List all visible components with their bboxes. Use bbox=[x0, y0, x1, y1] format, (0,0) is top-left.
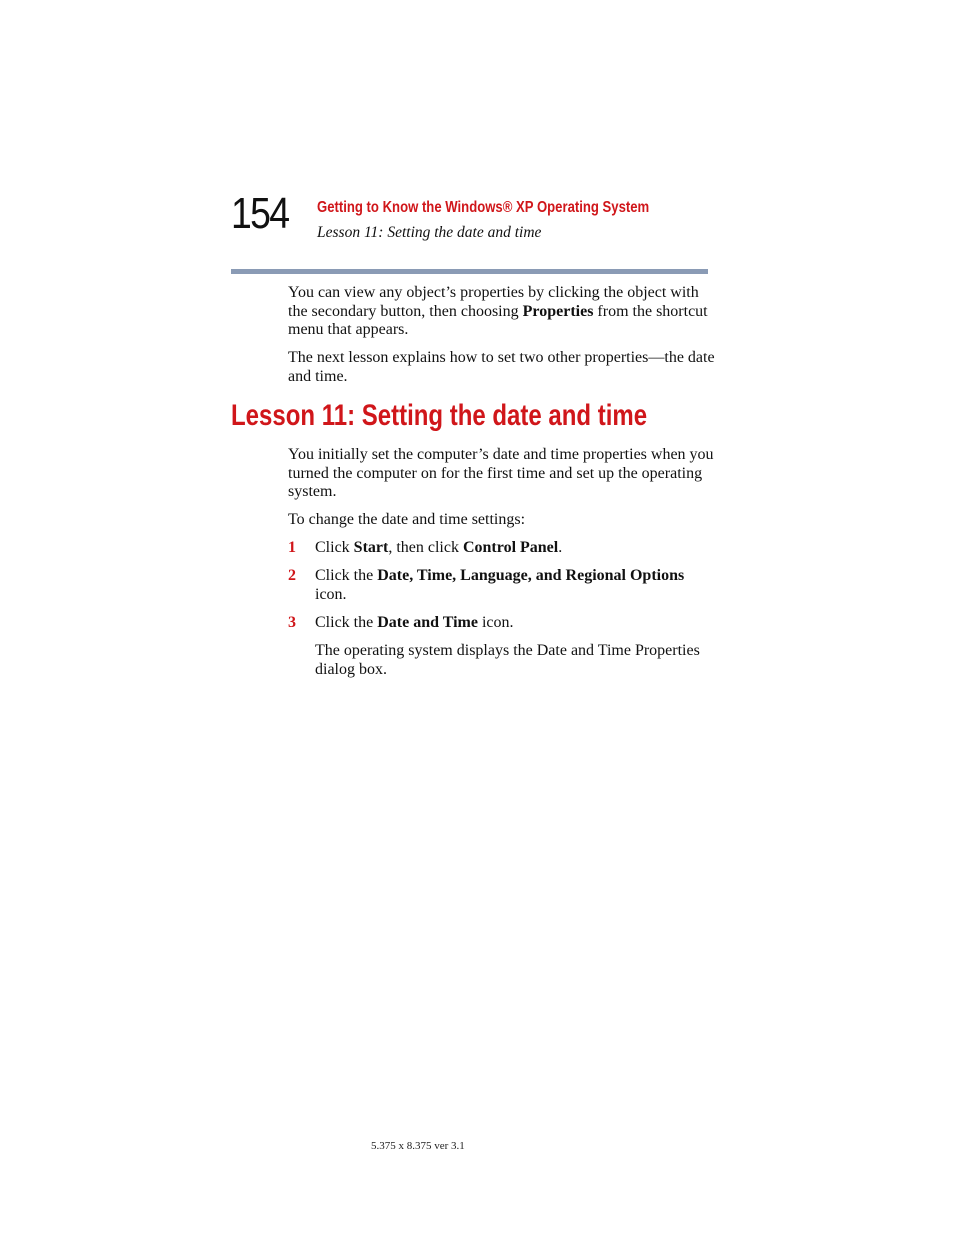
section-subtitle: Lesson 11: Setting the date and time bbox=[317, 224, 542, 241]
step-text bbox=[315, 567, 715, 604]
lesson-paragraph-1: You initially set the computer’s date and time properties when you turned the computer on for the first time and set up the operating system. bbox=[288, 446, 714, 501]
step-text-part: . bbox=[558, 539, 563, 556]
step-number: 3 bbox=[288, 614, 296, 631]
step-text-part: icon. bbox=[315, 585, 347, 603]
step-text-part: Click the bbox=[315, 567, 378, 584]
footer-version: 5.375 x 8.375 ver 3.1 bbox=[371, 1140, 465, 1152]
step-text-part: , then click bbox=[388, 539, 463, 556]
intro-p1-text-b: from the shortcut menu that appears. bbox=[288, 302, 708, 339]
lesson-paragraph-2: To change the date and time settings: bbox=[288, 511, 526, 528]
step-bold-regional-options: Date, Time, Language, and Regional Options bbox=[377, 567, 685, 584]
step-number: 1 bbox=[288, 539, 296, 556]
step-text-part: icon. bbox=[477, 614, 514, 631]
intro-p1-text-a: You can view any object’s properties by clicking the object with the secondary button, then choosing bbox=[288, 284, 699, 320]
step-result: The operating system displays the Date and Time Properties dialog box. bbox=[315, 642, 700, 678]
step-text bbox=[315, 539, 715, 558]
step-text-part: Click the bbox=[315, 614, 378, 631]
step-text bbox=[315, 614, 715, 633]
header-rule bbox=[231, 269, 708, 274]
intro-paragraph-2: The next lesson explains how to set two other properties—the date and time. bbox=[288, 349, 715, 385]
intro-p1-bold: Properties bbox=[522, 302, 594, 320]
step-bold-start: Start bbox=[353, 539, 389, 556]
step-text-part: Click bbox=[315, 539, 354, 556]
page-number: 154 bbox=[231, 189, 289, 238]
step-bold-control-panel: Control Panel bbox=[462, 539, 559, 556]
step-bold-date-and-time: Date and Time bbox=[377, 614, 478, 631]
intro-paragraph-1 bbox=[288, 284, 718, 340]
chapter-title: Getting to Know the Windows® XP Operating System bbox=[317, 199, 650, 216]
lesson-heading: Lesson 11: Setting the date and time bbox=[231, 399, 648, 432]
step-number: 2 bbox=[288, 567, 296, 584]
